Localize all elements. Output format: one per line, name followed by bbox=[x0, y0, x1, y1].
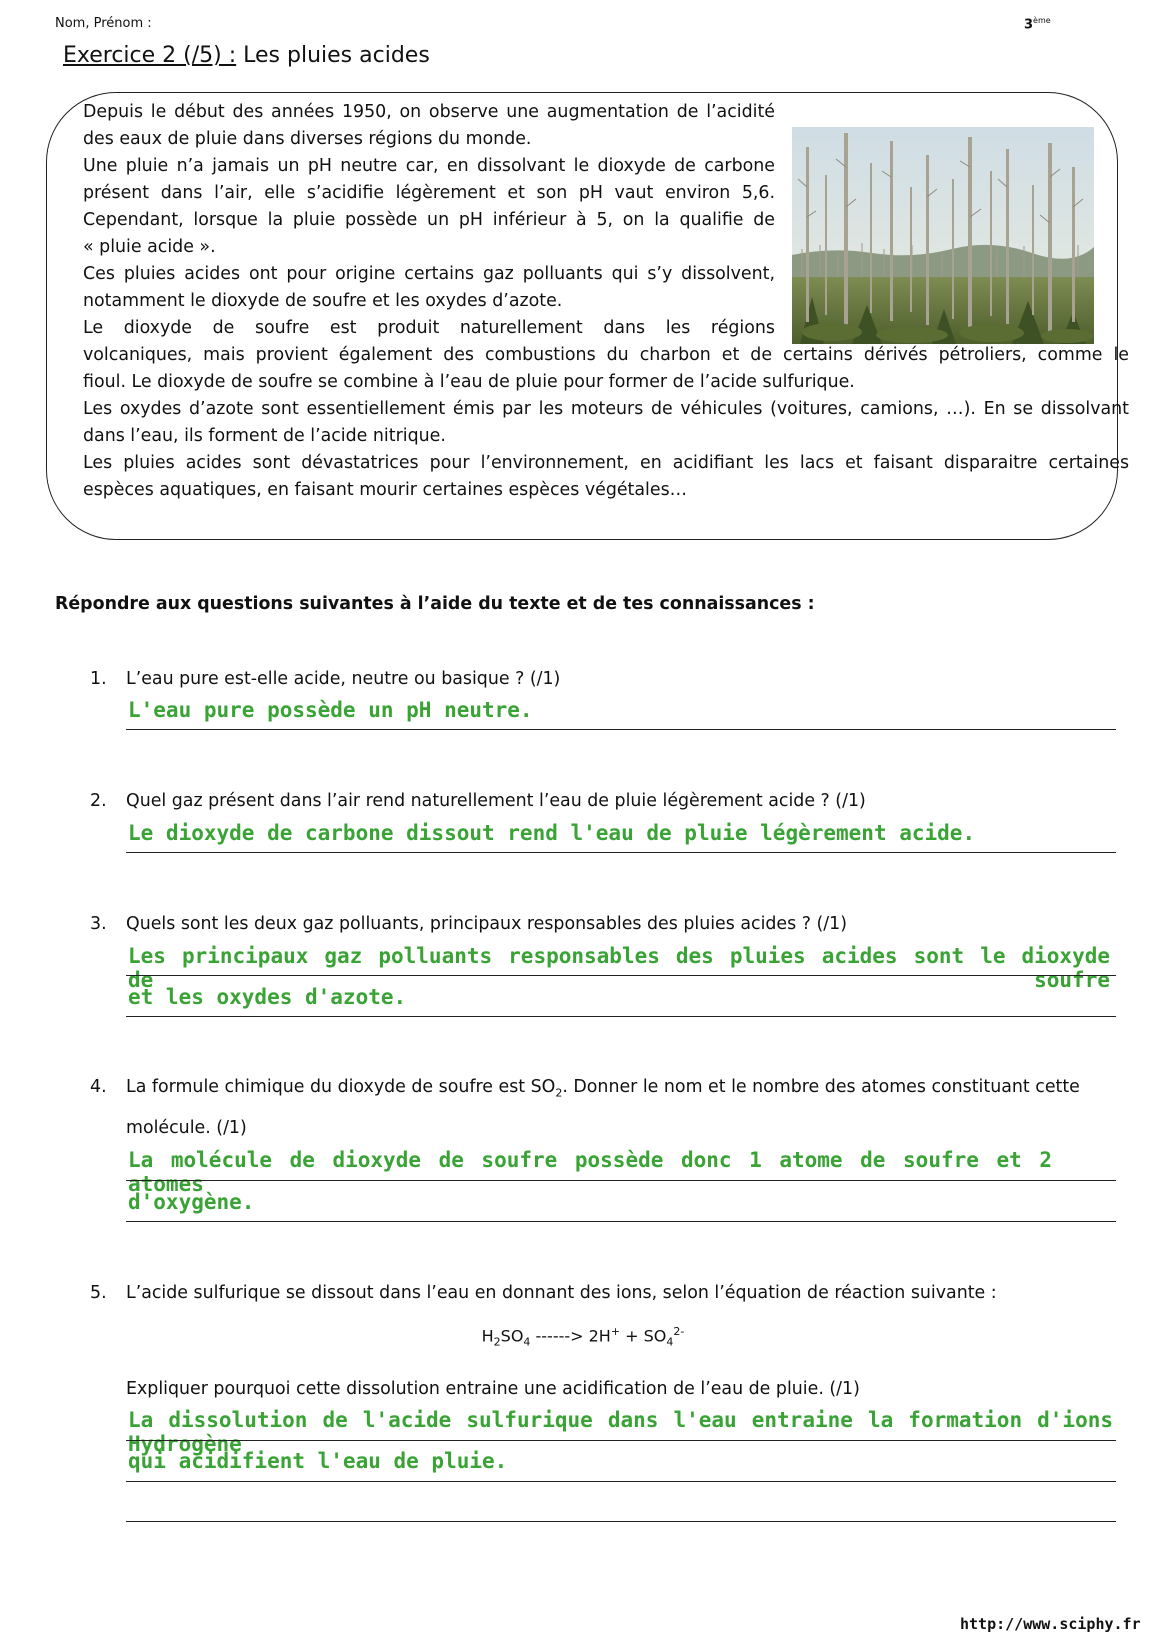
answer-text: d'oxygène. bbox=[128, 1190, 255, 1214]
intro-line: Le dioxyde de soufre est produit naturellement dans les régions bbox=[83, 318, 775, 338]
question-text bbox=[126, 1077, 1126, 1099]
intro-line: Depuis le début des années 1950, on observe une augmentation de l’acidité bbox=[83, 102, 775, 122]
intro-line: Cependant, lorsque la pluie possède un pH inférieur à 5, on la qualifie de bbox=[83, 210, 775, 230]
class-level-suffix: ème bbox=[1033, 16, 1051, 25]
class-level-number: 3 bbox=[1024, 17, 1034, 33]
intro-line: Les oxydes d’azote sont essentiellement émis par les moteurs de véhicules (voitures, camions, …). En se dissolvant bbox=[83, 399, 1129, 419]
answer-line bbox=[126, 1440, 1116, 1441]
answer-line bbox=[126, 1221, 1116, 1222]
equation-part: H bbox=[481, 1326, 494, 1346]
intro-line: Une pluie n’a jamais un pH neutre car, en dissolvant le dioxyde de carbone bbox=[83, 156, 775, 176]
question-text-part: La formule chimique du dioxyde de soufre est SO bbox=[126, 1077, 556, 1097]
answer-line bbox=[126, 1481, 1116, 1482]
equation-subscript: 4 bbox=[523, 1335, 531, 1349]
dead-forest-photo bbox=[792, 127, 1094, 344]
equation-subscript: 4 bbox=[666, 1335, 674, 1349]
intro-line: Ces pluies acides ont pour origine certains gaz polluants qui s’y dissolvent, bbox=[83, 264, 775, 284]
answer-text: qui acidifient l'eau de pluie. bbox=[128, 1449, 508, 1473]
name-label: Nom, Prénom : bbox=[55, 16, 152, 31]
reaction-equation bbox=[0, 1325, 1166, 1349]
question-number: 5. bbox=[90, 1283, 107, 1303]
question-number: 4. bbox=[90, 1077, 107, 1097]
answer-text: Les principaux gaz polluants responsables des pluies acides sont le dioxyde de soufre bbox=[128, 944, 1110, 992]
answer-text: Le dioxyde de carbone dissout rend l'eau de pluie légèrement acide. bbox=[128, 821, 976, 845]
intro-line: notamment le dioxyde de soufre et les oxydes d’azote. bbox=[83, 291, 563, 311]
intro-line: « pluie acide ». bbox=[83, 237, 216, 257]
answer-line bbox=[126, 852, 1116, 853]
question-text: molécule. (/1) bbox=[126, 1118, 247, 1138]
answer-text: La dissolution de l'acide sulfurique dans l'eau entraine la formation d'ions Hydrogène bbox=[128, 1408, 1113, 1456]
question-text: Quel gaz présent dans l’air rend naturellement l’eau de pluie légèrement acide ? (/1) bbox=[126, 791, 866, 811]
question-text: Quels sont les deux gaz polluants, principaux responsables des pluies acides ? (/1) bbox=[126, 914, 847, 934]
formula-subscript: 2 bbox=[555, 1086, 563, 1100]
intro-line: dans l’eau, ils forment de l’acide nitrique. bbox=[83, 426, 446, 446]
answer-line bbox=[126, 729, 1116, 730]
equation-superscript: 2- bbox=[673, 1325, 685, 1338]
intro-line: espèces aquatiques, en faisant mourir certaines espèces végétales… bbox=[83, 480, 688, 500]
equation-part: + SO bbox=[620, 1326, 667, 1346]
footer-url: http://www.sciphy.fr bbox=[960, 1615, 1141, 1633]
answer-text: et les oxydes d'azote. bbox=[128, 985, 407, 1009]
class-level bbox=[1024, 16, 1051, 32]
question-text: L’acide sulfurique se dissout dans l’eau en donnant des ions, selon l’équation de réaction suivante : bbox=[126, 1283, 997, 1303]
answer-text: L'eau pure possède un pH neutre. bbox=[128, 698, 533, 722]
exercise-number: Exercice 2 (/5) : bbox=[63, 43, 237, 68]
exercise-subject: Les pluies acides bbox=[243, 43, 430, 68]
question-number: 1. bbox=[90, 669, 107, 689]
intro-line: présent dans l’air, elle s’acidifie légèrement et son pH vaut environ 5,6. bbox=[83, 183, 775, 203]
question-text: L’eau pure est-elle acide, neutre ou basique ? (/1) bbox=[126, 669, 561, 689]
equation-part: SO bbox=[500, 1326, 524, 1346]
equation-superscript: + bbox=[610, 1325, 621, 1338]
instruction-text: Répondre aux questions suivantes à l’aide du texte et de tes connaissances : bbox=[55, 594, 815, 614]
question-number: 3. bbox=[90, 914, 107, 934]
answer-line bbox=[126, 1521, 1116, 1522]
answer-text: La molécule de dioxyde de soufre possède donc 1 atome de soufre et 2 atomes bbox=[128, 1148, 1052, 1196]
question-number: 2. bbox=[90, 791, 107, 811]
intro-line: des eaux de pluie dans diverses régions du monde. bbox=[83, 129, 532, 149]
equation-subscript: 2 bbox=[493, 1335, 501, 1349]
intro-line: volcaniques, mais provient également des combustions du charbon et de certains dérivés pétroliers, comme le bbox=[83, 345, 1129, 365]
answer-line bbox=[126, 1180, 1116, 1181]
intro-line: Les pluies acides sont dévastatrices pour l’environnement, en acidifiant les lacs et faisant disparaitre certaines bbox=[83, 453, 1129, 473]
intro-line: fioul. Le dioxyde de soufre se combine à l’eau de pluie pour former de l’acide sulfurique. bbox=[83, 372, 855, 392]
answer-line bbox=[126, 975, 1116, 976]
question-text-part: . Donner le nom et le nombre des atomes constituant cette bbox=[562, 1077, 1080, 1097]
exercise-title bbox=[63, 43, 430, 68]
equation-part: ------> 2H bbox=[530, 1326, 611, 1346]
question-text: Expliquer pourquoi cette dissolution entraine une acidification de l’eau de pluie. (/1) bbox=[126, 1379, 860, 1399]
answer-line bbox=[126, 1016, 1116, 1017]
